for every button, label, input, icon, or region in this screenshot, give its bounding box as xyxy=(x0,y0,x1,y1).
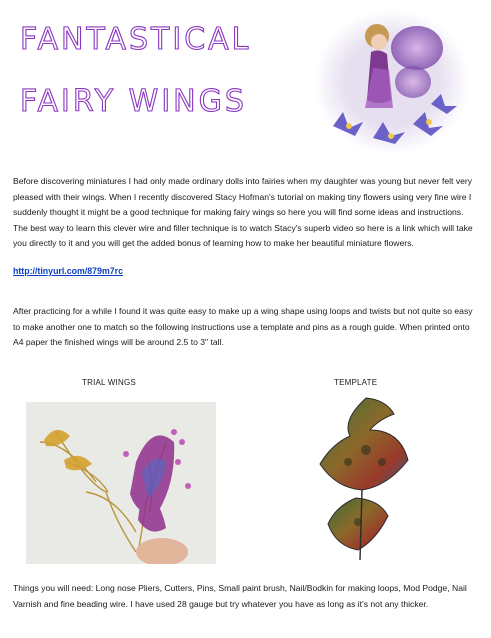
intro-paragraph: Before discovering miniatures I had only made ordinary dolls into fairies when my daughter was young but never felt very pleased with their wings. When I recently discovered Stacy Hofman's tutorial on making tiny flowers using very fine wire I suddenly thought it might be a good technique for making fairy wings so here you will find some ideas and instructions. The best way to learn this clever wire and filler technique is to watch Stacy's superb video so here is a link which will take you directly to it and you will get the added bonus of learning how to make her beautiful miniature flowers. xyxy=(13,176,473,249)
trial-wings-caption: TRIAL WINGS xyxy=(82,378,136,387)
practice-paragraph: After practicing for a while I found it was quite easy to make up a wing shape using loops and twists but not quite so easy to make another one to match so the following instructions use a template and pins as a rough guide. When printed onto A4 paper the finished wings will be around 2.5 to 3" tall. xyxy=(13,306,473,348)
trial-wings-photo xyxy=(26,402,216,564)
fairy-doll-image xyxy=(313,8,471,156)
materials-paragraph: Things you will need: Long nose Pliers, Cutters, Pins, Small paint brush, Nail/Bodkin for making loops, Mod Podge, Nail Varnish and fine beading wire. I have used 28 gauge but try whatever you have as long as it's not any thicker. xyxy=(13,583,467,609)
title-line-1: FANTASTICAL xyxy=(20,22,252,57)
video-link[interactable]: http://tinyurl.com/879m7rc xyxy=(13,266,123,276)
template-wing-image xyxy=(296,390,424,574)
template-caption: TEMPLATE xyxy=(334,378,378,387)
title-line-2: FAIRY WINGS xyxy=(20,84,247,119)
